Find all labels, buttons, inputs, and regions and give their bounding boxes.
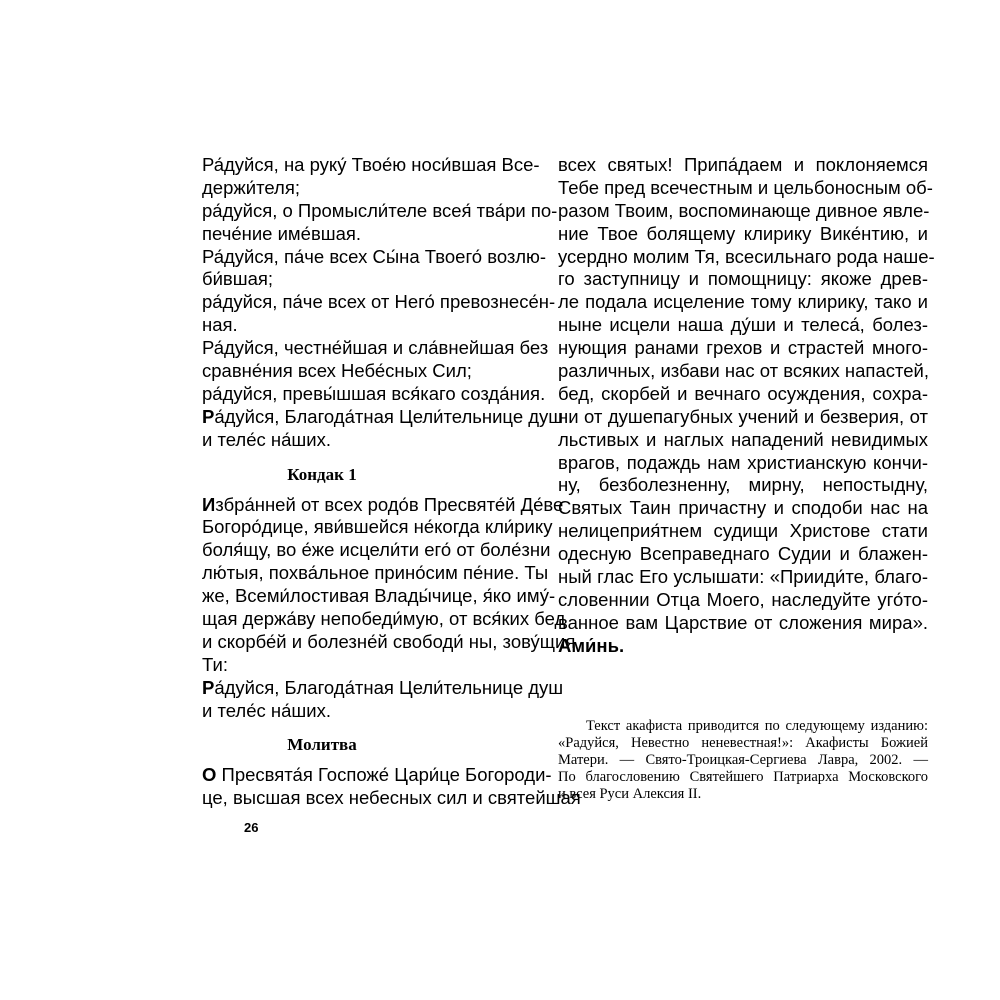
text-line: ну, безболезненну, мирну, непостыдну, <box>558 474 928 496</box>
text-line: ныне исцели наша ду́ши и телеса́, болез- <box>558 314 928 336</box>
text-line: Ра́дуйся, на руку́ Твое́ю носи́вшая Все- <box>202 154 540 175</box>
text-line: Тебе пред всечестным и цельбоносным об- <box>558 176 933 198</box>
text-line: сравне́ния всех Небе́сных Сил; <box>202 360 472 382</box>
footnote-line: По благословению Святейшего Патриарха Московского <box>558 769 928 785</box>
text-line: и скорбе́й и болезне́й свободи́ ны, зову́щия <box>202 630 576 652</box>
text-line: нелицеприя́тнем судищи Христове стати <box>558 520 928 542</box>
text-line: пече́ние име́вшая. <box>202 222 362 244</box>
text-line: Святых Таин причастну и сподоби нас на <box>558 497 928 519</box>
text-line: же, Всеми́лостивая Влады́чице, я́ко иму́- <box>202 585 556 607</box>
text-line: одесную Всеправеднаго Судии и блажен- <box>558 543 928 565</box>
text-line: боля́щу, во е́же исцели́ти его́ от боле́зни <box>202 539 551 561</box>
text-line: усердно молим Тя, всесильнаго рода нашe- <box>558 245 935 267</box>
text-line: Ра́дуйся, па́че всех Сы́на Твоего́ возлю- <box>202 245 547 267</box>
text-line: го заступницу и помощницу: якоже древ- <box>558 268 928 290</box>
refrain-line: и теле́с на́ших. <box>202 428 331 450</box>
text-line: ни от душепагубных учений и безверия, от <box>558 405 928 427</box>
drop-letter: О <box>202 764 217 786</box>
text-line <box>202 764 552 787</box>
text-line: щая держа́ву непобеди́мую, от вся́ких бед <box>202 608 566 630</box>
refrain-line: и теле́с на́ших. <box>202 699 331 721</box>
text-line: це, высшая всех небесных сил и святейшая <box>202 787 581 809</box>
amen-line: Ами́нь. <box>558 634 625 656</box>
drop-letter: Р <box>202 405 215 427</box>
text-line: ванное вам Царствие от сложения мира». <box>558 611 928 633</box>
molitva-heading: Молитва <box>287 735 357 755</box>
text-line: врагов, подаждь нам христианскую кончи- <box>558 451 928 473</box>
footnote-line: Матери. — Свято-Троицкая-Сергиева Лавра, 2002. — <box>558 752 928 768</box>
drop-letter: Р <box>202 676 215 698</box>
text-line: ный глас Его услышати: «Прииди́те, благо- <box>558 566 928 588</box>
text-line: ле подала исцеление тому клирику, тако и <box>558 291 928 313</box>
text-line: Ти: <box>202 653 228 675</box>
text-line: словеннии Отца Моего, наследуйте уго́то- <box>558 588 928 610</box>
text-line: би́вшая; <box>202 268 274 290</box>
text-line: Богоро́дице, яви́вшейся не́когда кли́рику <box>202 516 553 538</box>
text-line: ра́дуйся, превы́шшая вся́каго созда́ния. <box>202 382 546 404</box>
refrain-text: а́дуйся, Благода́тная Цели́тельнице душ <box>214 405 564 427</box>
refrain-line <box>202 405 564 429</box>
text-line: ра́дуйся, о Промысли́теле всея́ тва́ри по- <box>202 199 558 221</box>
text-line: льстивых и наглых нападений невидимых <box>558 428 928 450</box>
text-line: ние Твое болящему клирику Вике́нтию, и <box>558 222 928 244</box>
right-page-column <box>558 154 935 658</box>
footnote-line: «Радуйся, Невестно неневестная!»: Акафисты Божией <box>558 735 928 751</box>
kondak-text: збра́нней от всех родо́в Пресвяте́й Де́ве <box>215 493 564 515</box>
kondak-heading: Кондак 1 <box>287 464 357 484</box>
left-page-column <box>202 154 581 810</box>
text-line: всех святых! Припа́даем и поклоняемся <box>558 154 928 175</box>
text-line: лю́тыя, похва́льное прино́сим пе́ние. Ты <box>202 562 549 584</box>
text-line: держи́теля; <box>202 176 300 198</box>
text-line: различных, избави нас от всяких напастей, <box>558 360 930 382</box>
molitva-text: Пресвята́я Госпоже́ Цари́це Богороди- <box>216 764 552 786</box>
text-line: нующия ранами грехов и страстей много- <box>558 337 928 359</box>
text-line: Ра́дуйся, честне́йшая и сла́внейшая без <box>202 337 549 359</box>
text-line <box>202 493 564 517</box>
refrain-text: а́дуйся, Благода́тная Цели́тельнице душ <box>214 676 564 698</box>
refrain-line <box>202 676 564 700</box>
drop-letter: И <box>202 493 216 515</box>
footnote <box>558 718 928 803</box>
text-line: ная. <box>202 314 238 336</box>
page-number: 26 <box>244 820 259 835</box>
text-line: бед, скорбей и вечнаго осуждения, сохра- <box>558 382 928 404</box>
text-line: разом Твоим, воспоминающе дивное явле- <box>558 199 930 221</box>
text-line: ра́дуйся, па́че всех от Него́ превознесе́н- <box>202 291 556 313</box>
footnote-line: и всея Руси Алексия II. <box>558 786 702 802</box>
footnote-line: Текст акафиста приводится по следующему изданию: <box>586 718 928 734</box>
